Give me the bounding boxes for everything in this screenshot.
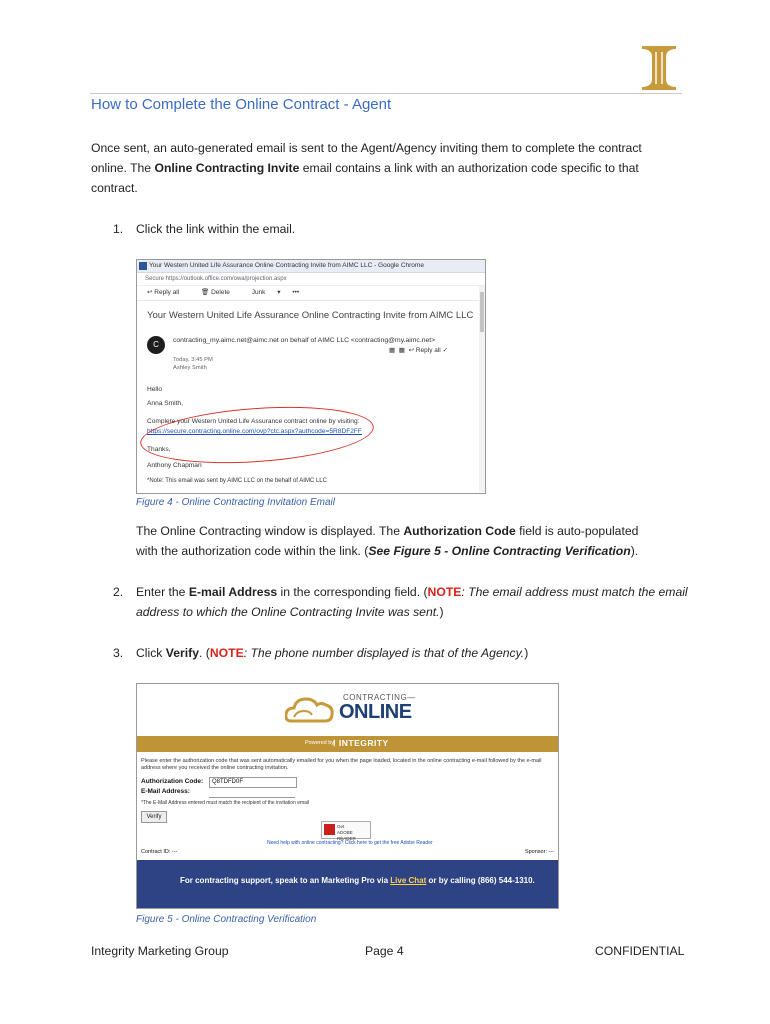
contract-id: Contract ID: --- [141,849,178,855]
email-subject: Your Western United Life Assurance Online Contracting Invite from AIMC LLC [147,310,474,321]
email-footnote: *Note: This email was sent by AIMC LLC on the behalf of AIMC LLC [147,478,327,484]
browser-titlebar: Your Western United Life Assurance Online Contracting Invite from AIMC LLC - Google Chrome [137,260,485,273]
intro-line-2: online. The Online Contracting Invite email contains a link with an authorization code specific to that [91,161,639,175]
chevron-down-icon[interactable]: ✓ [442,347,449,354]
reply-all-button[interactable]: ↩ Reply all [147,289,180,296]
figure-4-caption: Figure 4 - Online Contracting Invitation Email [136,497,335,508]
step-2: 2. Enter the E-mail Address in the corresponding field. (NOTE: The email address must match the email [113,585,688,599]
powered-by-label: Powered by [305,740,335,746]
address-bar: Secure https://outlook.office.com/owa/projection.aspx [137,273,485,286]
scrollbar[interactable] [479,286,485,492]
instruction-line-2: address where you received the online contracting invitation. [141,765,289,771]
auth-code-label: Authorization Code: [141,778,204,785]
footer-page: Page 4 [365,944,404,958]
invitation-email-screenshot [136,259,486,494]
email-reply-all[interactable]: Reply all [415,347,441,354]
sponsor: Sponsor: --- [524,849,554,855]
intro-bold: Online Contracting Invite [154,161,300,175]
step-1: 1. Click the link within the email. [113,222,296,236]
figure-5-caption: Figure 5 - Online Contracting Verification [136,914,317,925]
support-banner [137,860,558,908]
get-adobe-reader-button[interactable]: Get ADOBE READER [321,821,371,839]
live-chat-link[interactable]: Live Chat [390,876,427,885]
reply-icon[interactable]: ↩ [408,347,415,354]
calendar-icon[interactable]: ▦ [389,347,396,354]
email-toolbar [137,286,485,301]
email-actions [389,346,448,354]
email-to: Ashley Smith [173,365,207,371]
contracting-online-brand [137,684,558,736]
intro-line-3: contract. [91,181,138,195]
cloud-logo-icon [285,694,335,724]
avatar: C [147,336,165,354]
email-thanks: Thanks, [147,446,171,453]
footer-left: Integrity Marketing Group [91,944,229,958]
highlight-oval [138,400,375,470]
footer-right: CONFIDENTIAL [595,944,685,958]
email-address-field[interactable] [209,788,295,798]
fig4-text-line-1: The Online Contracting window is displayed. The Authorization Code field is auto-populated [136,524,639,538]
authorization-link[interactable]: https://secure.contracting.online.com/ovp?ctc.aspx?authcode=5R8DF2FF [147,428,362,435]
email-body: Complete your Western United Life Assurance contract online by visiting: [147,418,360,425]
page-title: How to Complete the Online Contract - Agent [91,96,392,113]
header-rule [90,93,682,94]
field-note: *The E-Mail Address entered must match the recipient of the invitation email [141,800,310,806]
integrity-wordmark: Ⅰ INTEGRITY [333,738,389,748]
scrollbar-thumb[interactable] [480,292,484,332]
adobe-pdf-icon [324,824,335,835]
support-text: For contracting support, speak to an Marketing Pro via Live Chat or by calling (866) 544-1310. [180,876,535,885]
verification-screenshot [136,683,559,909]
intro-line-1: Once sent, an auto-generated email is sent to the Agent/Agency inviting them to complete the contract [91,141,642,155]
outlook-icon [139,262,147,270]
brand-top-text: CONTRACTING— [343,693,416,702]
email-sender: contracting_my.aimc.net@aimc.net on behalf of AIMC LLC <contracting@my.aimc.net> [173,337,436,344]
verify-button[interactable]: Verify [141,811,167,823]
email-name: Anna Smith, [147,400,183,407]
integrity-logo-icon [640,44,678,92]
fig4-text-line-2: with the authorization code within the link. (See Figure 5 - Online Contracting Verification). [136,544,639,558]
more-button[interactable]: ••• [292,289,300,296]
adobe-help-link[interactable]: Need help with online contracting? Click here to get the free Adobe Reader [267,840,433,846]
step-2-line-2: address to which the Online Contracting Invite was sent.) [136,605,444,619]
folder-icon[interactable]: ▩ [398,347,405,354]
email-greeting: Hello [147,386,163,393]
instruction-line-1: Please enter the authorization code that was sent automatically emailed for you when the page loaded, located in the online contracting e-mail followed by the e-mail [141,758,542,764]
auth-code-field[interactable]: Q8TDFD0F [209,777,297,788]
step-3: 3. Click Verify. (NOTE: The phone number displayed is that of the Agency.) [113,646,529,660]
delete-button[interactable]: 🗑 Delete [201,289,230,296]
email-date: Today, 3:45 PM [173,357,213,363]
junk-button[interactable]: Junk ▾ [251,289,281,296]
email-signer: Anthony Chapman [147,462,202,469]
powered-by-banner [137,736,558,752]
email-address-label: E-Mail Address: [141,788,190,795]
brand-main-text: ONLINE [339,701,412,723]
